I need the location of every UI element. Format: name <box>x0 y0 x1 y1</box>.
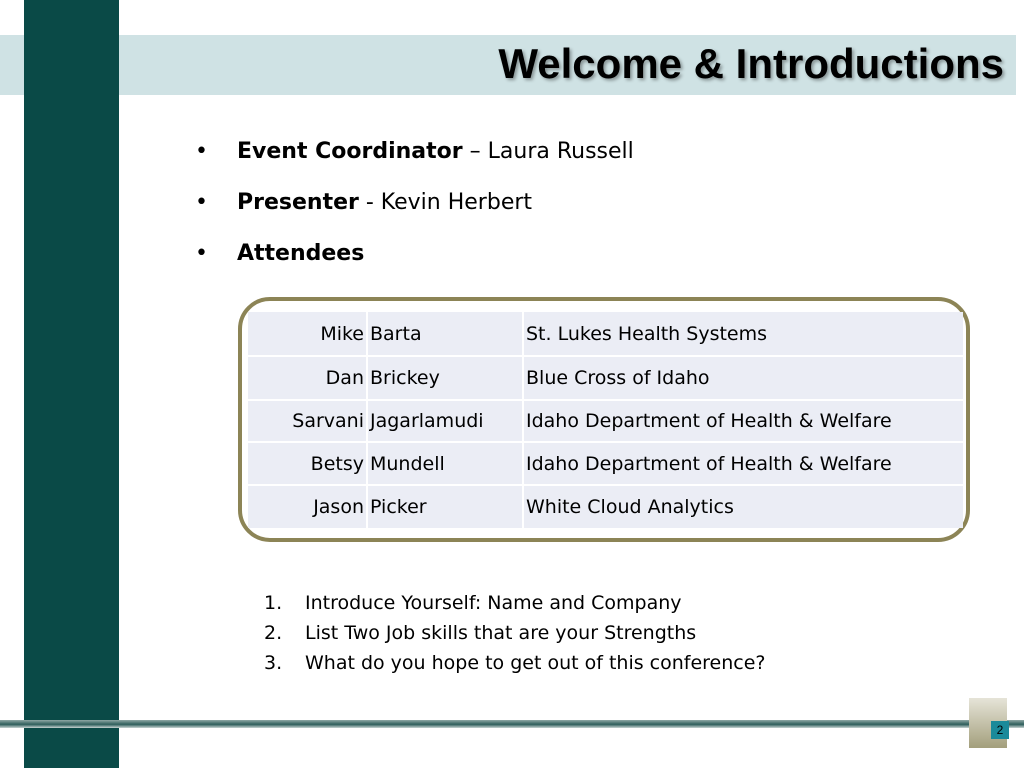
bullet-value: Laura Russell <box>487 139 634 164</box>
bullet-label: Event Coordinator <box>237 139 463 164</box>
introduction-steps <box>264 588 766 678</box>
bottom-rule <box>0 720 1024 728</box>
bullet-marker: • <box>195 190 208 215</box>
table-row <box>248 485 963 528</box>
attendee-first-name: Mike <box>248 312 367 356</box>
table-row <box>248 400 963 442</box>
attendee-first-name: Sarvani <box>248 400 367 442</box>
attendee-last-name: Picker <box>367 485 523 528</box>
role-bullet-list <box>195 133 634 286</box>
attendee-organization: Idaho Department of Health & Welfare <box>523 442 963 485</box>
attendee-last-name: Jagarlamudi <box>367 400 523 442</box>
slide-title: Welcome & Introductions <box>498 40 1004 87</box>
bullet-separator: - <box>358 190 381 215</box>
page-number: 2 <box>991 721 1009 739</box>
bullet-label: Attendees <box>237 241 365 266</box>
step-number: 3. <box>264 652 283 674</box>
list-item <box>264 588 766 618</box>
attendee-last-name: Barta <box>367 312 523 356</box>
bullet-presenter <box>195 184 634 235</box>
step-number: 2. <box>264 622 283 644</box>
attendee-organization: Idaho Department of Health & Welfare <box>523 400 963 442</box>
bullet-event-coordinator <box>195 133 634 184</box>
table-row <box>248 312 963 356</box>
step-text: Introduce Yourself: Name and Company <box>305 592 682 614</box>
attendee-first-name: Jason <box>248 485 367 528</box>
left-accent-bar <box>24 0 119 768</box>
attendee-table <box>248 312 963 528</box>
attendee-organization: Blue Cross of Idaho <box>523 356 963 400</box>
bullet-label: Presenter <box>237 190 359 215</box>
attendee-last-name: Mundell <box>367 442 523 485</box>
attendee-organization: White Cloud Analytics <box>526 496 734 518</box>
list-item <box>264 618 766 648</box>
list-item <box>264 648 766 678</box>
step-text: What do you hope to get out of this conference? <box>305 652 766 674</box>
step-text: List Two Job skills that are your Strengths <box>305 622 697 644</box>
attendee-first-name: Betsy <box>248 442 367 485</box>
bullet-marker: • <box>195 139 208 164</box>
attendee-organization: St. Lukes Health Systems <box>523 312 963 356</box>
attendee-first-name: Dan <box>248 356 367 400</box>
bullet-value: Kevin Herbert <box>380 190 533 215</box>
bullet-attendees <box>195 235 634 286</box>
table-row <box>248 356 963 400</box>
table-row <box>248 442 963 485</box>
step-number: 1. <box>264 592 283 614</box>
bullet-marker: • <box>195 241 208 266</box>
attendee-last-name: Brickey <box>367 356 523 400</box>
bullet-separator: – <box>462 139 488 164</box>
